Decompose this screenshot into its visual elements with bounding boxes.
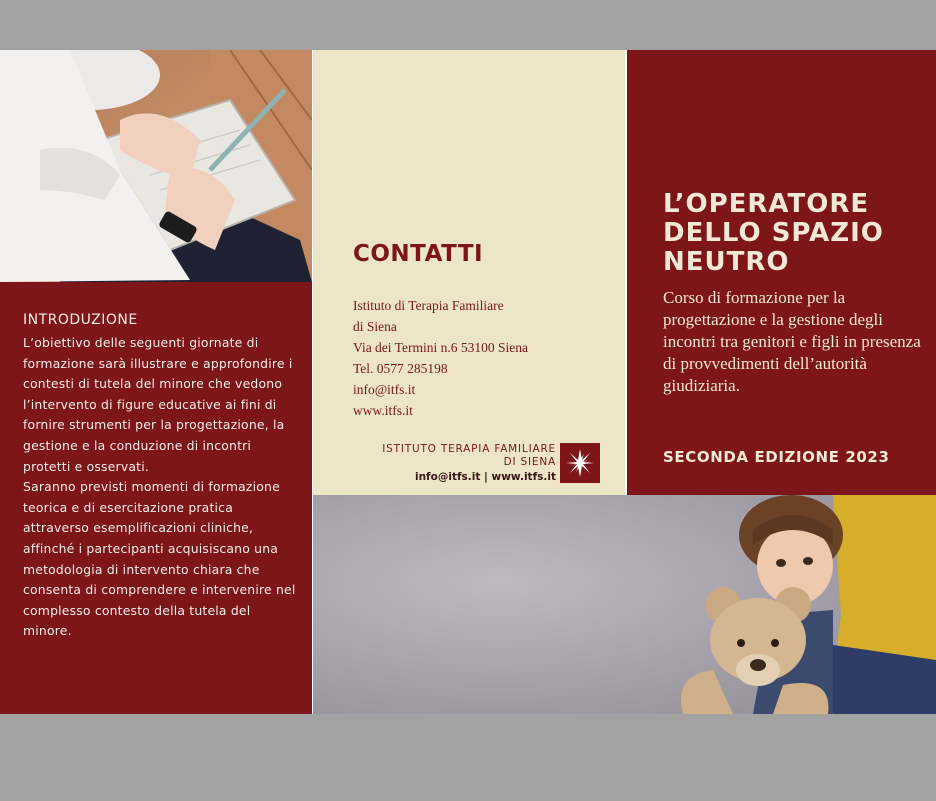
course-title-line-2: DELLO SPAZIO: [663, 218, 884, 248]
course-subtitle: Corso di formazione per la progettazione e la gestione degli incontri tra genitori e figli in presenza di provvedimenti dell’autorità giudiziaria.: [663, 288, 921, 395]
photo-child-with-teddy-bear: [313, 495, 936, 714]
institute-logo: [350, 443, 600, 487]
brochure: [0, 50, 936, 714]
photo-child-illustration: [313, 495, 936, 714]
course-title-line-3: NEUTRO: [663, 247, 790, 277]
introduction-panel: [0, 282, 312, 714]
contact-line-address: Via dei Termini n.6 53100 Siena: [353, 340, 528, 355]
title-panel: [627, 50, 936, 495]
contacts-list: [353, 295, 528, 421]
intro-paragraph-1: L’obiettivo delle seguenti giornate di formazione sarà illustrare e approfondire i contesti di tutela del minore che vedono l’intervento di figure educative ai fini di fornire strumenti per la progettazione, la gestione e la conduzione di incontri protetti e osservati.: [23, 335, 293, 474]
contact-line-email[interactable]: info@itfs.it: [353, 382, 416, 397]
contacts-panel: [313, 50, 625, 495]
intro-body: [23, 333, 298, 642]
intro-paragraph-2: Saranno previsti momenti di formazione teorica e di esercitazione pratica attraverso esemplificazioni cliniche, affinché i partecipanti acquisiscano una metodologia di intervento chiara che consenta di comprendere e intervenire nel complesso contesto della tutela del minore.: [23, 479, 296, 639]
contact-line-website[interactable]: www.itfs.it: [353, 403, 413, 418]
contact-line-institute: Istituto di Terapia Familiare: [353, 298, 504, 313]
photo-writing-illustration: [0, 50, 312, 282]
logo-name-line-1: ISTITUTO TERAPIA FAMILIARE: [382, 443, 556, 455]
intro-heading: INTRODUZIONE: [23, 312, 138, 328]
photo-person-writing: [0, 50, 312, 282]
contact-line-phone: Tel. 0577 285198: [353, 361, 448, 376]
course-title-line-1: L’OPERATORE: [663, 189, 870, 219]
edition-label: SECONDA EDIZIONE 2023: [663, 448, 890, 466]
starburst-icon: [560, 443, 600, 483]
course-title: [663, 190, 884, 277]
contact-line-city: di Siena: [353, 319, 397, 334]
logo-web: info@itfs.it | www.itfs.it: [414, 471, 556, 483]
logo-name-line-2: DI SIENA: [503, 456, 556, 468]
contacts-heading: CONTATTI: [353, 241, 484, 267]
logo-text: [382, 443, 556, 485]
